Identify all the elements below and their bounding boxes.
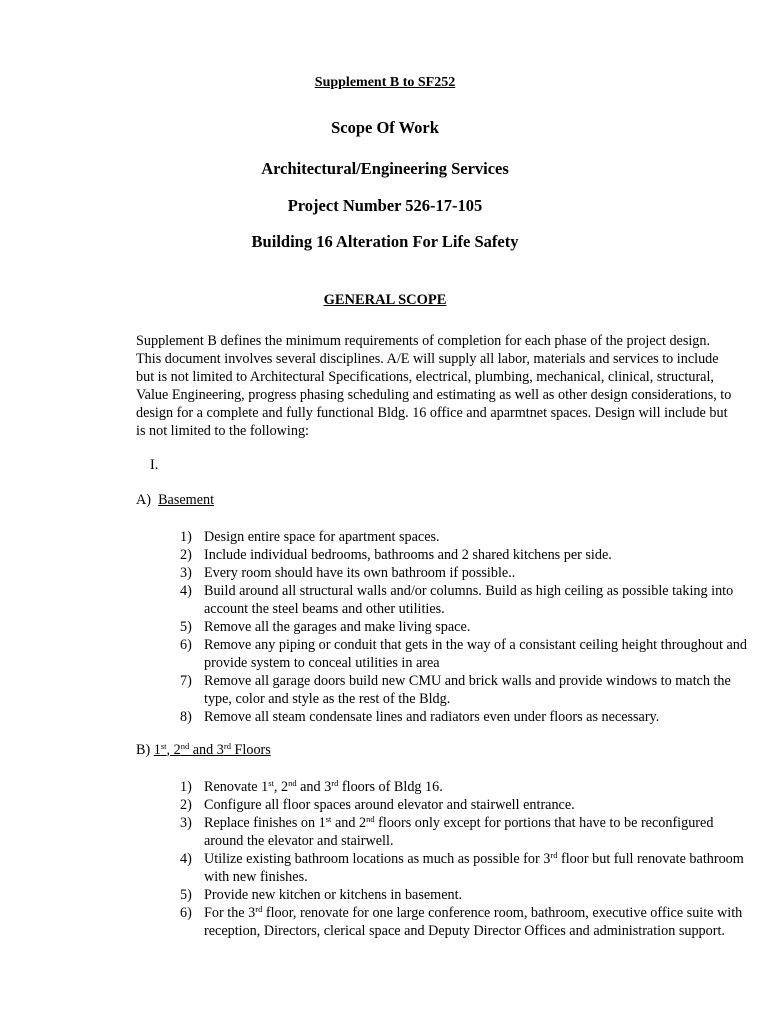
item-text: Provide new kitchen or kitchens in basement. xyxy=(204,887,463,903)
text-part: Renovate 1 xyxy=(204,779,269,795)
general-scope-paragraph: Supplement B defines the minimum requirements of completion for each phase of the project design. This document involves several disciplines. A/E will supply all labor, materials and services to include but is not limited to Architectural Specifications, electrical, plumbing, mechanical, clinical, structural, Value Engineering, progress phasing scheduling and estimating as well as other design considerations, to design for a complete and fully functional Bldg. 16 office and aparmtnet spaces. Design will include but is not limited to the following: xyxy=(136,333,732,439)
title-sup: st xyxy=(160,741,167,751)
text-part: floor, renovate for one large conference room, bathroom, executive office suite with reception, Directors, clerical space and Deputy Director Offices and administration support. xyxy=(204,905,743,939)
text-part: and 3 xyxy=(296,779,332,795)
text-part: floor but full renovate bathroom with new finishes. xyxy=(204,851,744,885)
list-item xyxy=(180,778,755,796)
list-item xyxy=(180,528,755,546)
list-item xyxy=(180,564,755,582)
item-number: 4) xyxy=(180,583,192,599)
item-number: 7) xyxy=(180,673,192,689)
text-sup: rd xyxy=(331,778,339,788)
list-item xyxy=(180,708,755,726)
text-part: Replace finishes on 1 xyxy=(204,815,326,831)
text-sup: st xyxy=(325,814,332,824)
item-text: Remove all the garages and make living space. xyxy=(204,619,471,635)
text-sup: nd xyxy=(288,778,297,788)
item-text: Configure all floor spaces around elevator and stairwell entrance. xyxy=(204,797,575,813)
text-part: , 2 xyxy=(273,779,289,795)
item-text: Include individual bedrooms, bathrooms and 2 shared kitchens per side. xyxy=(204,547,612,563)
item-number: 3) xyxy=(180,815,192,831)
title-part: Floors xyxy=(230,742,271,758)
project-number: Project Number 526-17-105 xyxy=(287,196,483,215)
list-item xyxy=(180,618,755,636)
title-sup: nd xyxy=(180,741,190,751)
item-text xyxy=(204,851,744,885)
text-sup: nd xyxy=(366,814,375,824)
item-number: 3) xyxy=(180,565,192,581)
item-text: Every room should have its own bathroom if possible.. xyxy=(204,565,516,581)
list-item xyxy=(180,546,755,564)
list-item xyxy=(180,850,755,886)
list-item xyxy=(180,904,755,940)
project-name: Building 16 Alteration For Life Safety xyxy=(251,232,519,251)
item-text: Build around all structural walls and/or columns. Build as high ceiling as possible taking into account the steel beams and other utilities. xyxy=(204,583,734,617)
item-number: 6) xyxy=(180,905,192,921)
title-part: and 3 xyxy=(189,742,224,758)
section-b-heading xyxy=(136,742,271,759)
item-text: Design entire space for apartment spaces. xyxy=(204,529,440,545)
section-b-title xyxy=(154,742,271,758)
list-item xyxy=(180,672,755,708)
text-sup: rd xyxy=(550,850,558,860)
services-heading: Architectural/Engineering Services xyxy=(261,159,509,178)
title-part: 1 xyxy=(153,742,161,758)
text-sup: st xyxy=(268,778,274,788)
item-text xyxy=(204,815,713,849)
item-text: Remove any piping or conduit that gets in the way of a consistant ceiling height throughout and provide system to conceal utilities in area xyxy=(204,637,747,671)
title-part: , 2 xyxy=(166,742,181,758)
item-text xyxy=(204,779,443,795)
item-number: 5) xyxy=(180,619,192,635)
section-a-title: Basement xyxy=(158,492,215,508)
item-number: 1) xyxy=(180,779,192,795)
section-b-list xyxy=(180,778,755,940)
list-item xyxy=(180,636,755,672)
list-item xyxy=(180,796,755,814)
item-number: 8) xyxy=(180,709,192,725)
item-number: 1) xyxy=(180,529,192,545)
list-item xyxy=(180,582,755,618)
section-b-letter: B) xyxy=(136,742,151,758)
item-number: 5) xyxy=(180,887,192,903)
general-scope-heading: GENERAL SCOPE xyxy=(323,292,447,308)
item-number: 4) xyxy=(180,851,192,867)
text-part: Utilize existing bathroom locations as much as possible for 3 xyxy=(204,851,551,867)
item-text: Remove all garage doors build new CMU and brick walls and provide windows to match the type, color and style as the rest of the Bldg. xyxy=(204,673,731,707)
text-part: floors only except for portions that have to be reconfigured around the elevator and stairwell. xyxy=(204,815,714,849)
document-title: Scope Of Work xyxy=(331,118,439,137)
title-sup: rd xyxy=(223,741,231,751)
item-number: 2) xyxy=(180,797,192,813)
item-text xyxy=(204,905,742,939)
text-sup: rd xyxy=(255,904,263,914)
roman-numeral: I. xyxy=(150,457,159,473)
list-item xyxy=(180,886,755,904)
section-a-list xyxy=(180,528,755,726)
item-number: 2) xyxy=(180,547,192,563)
supplement-heading: Supplement B to SF252 xyxy=(314,75,456,90)
item-number: 6) xyxy=(180,637,192,653)
list-item xyxy=(180,814,755,850)
item-text: Remove all steam condensate lines and radiators even under floors as necessary. xyxy=(204,709,660,725)
section-a-heading xyxy=(136,492,214,509)
text-part: For the 3 xyxy=(204,905,256,921)
text-part: floors of Bldg 16. xyxy=(338,779,443,795)
text-part: and 2 xyxy=(331,815,367,831)
section-a-letter: A) xyxy=(136,492,151,508)
